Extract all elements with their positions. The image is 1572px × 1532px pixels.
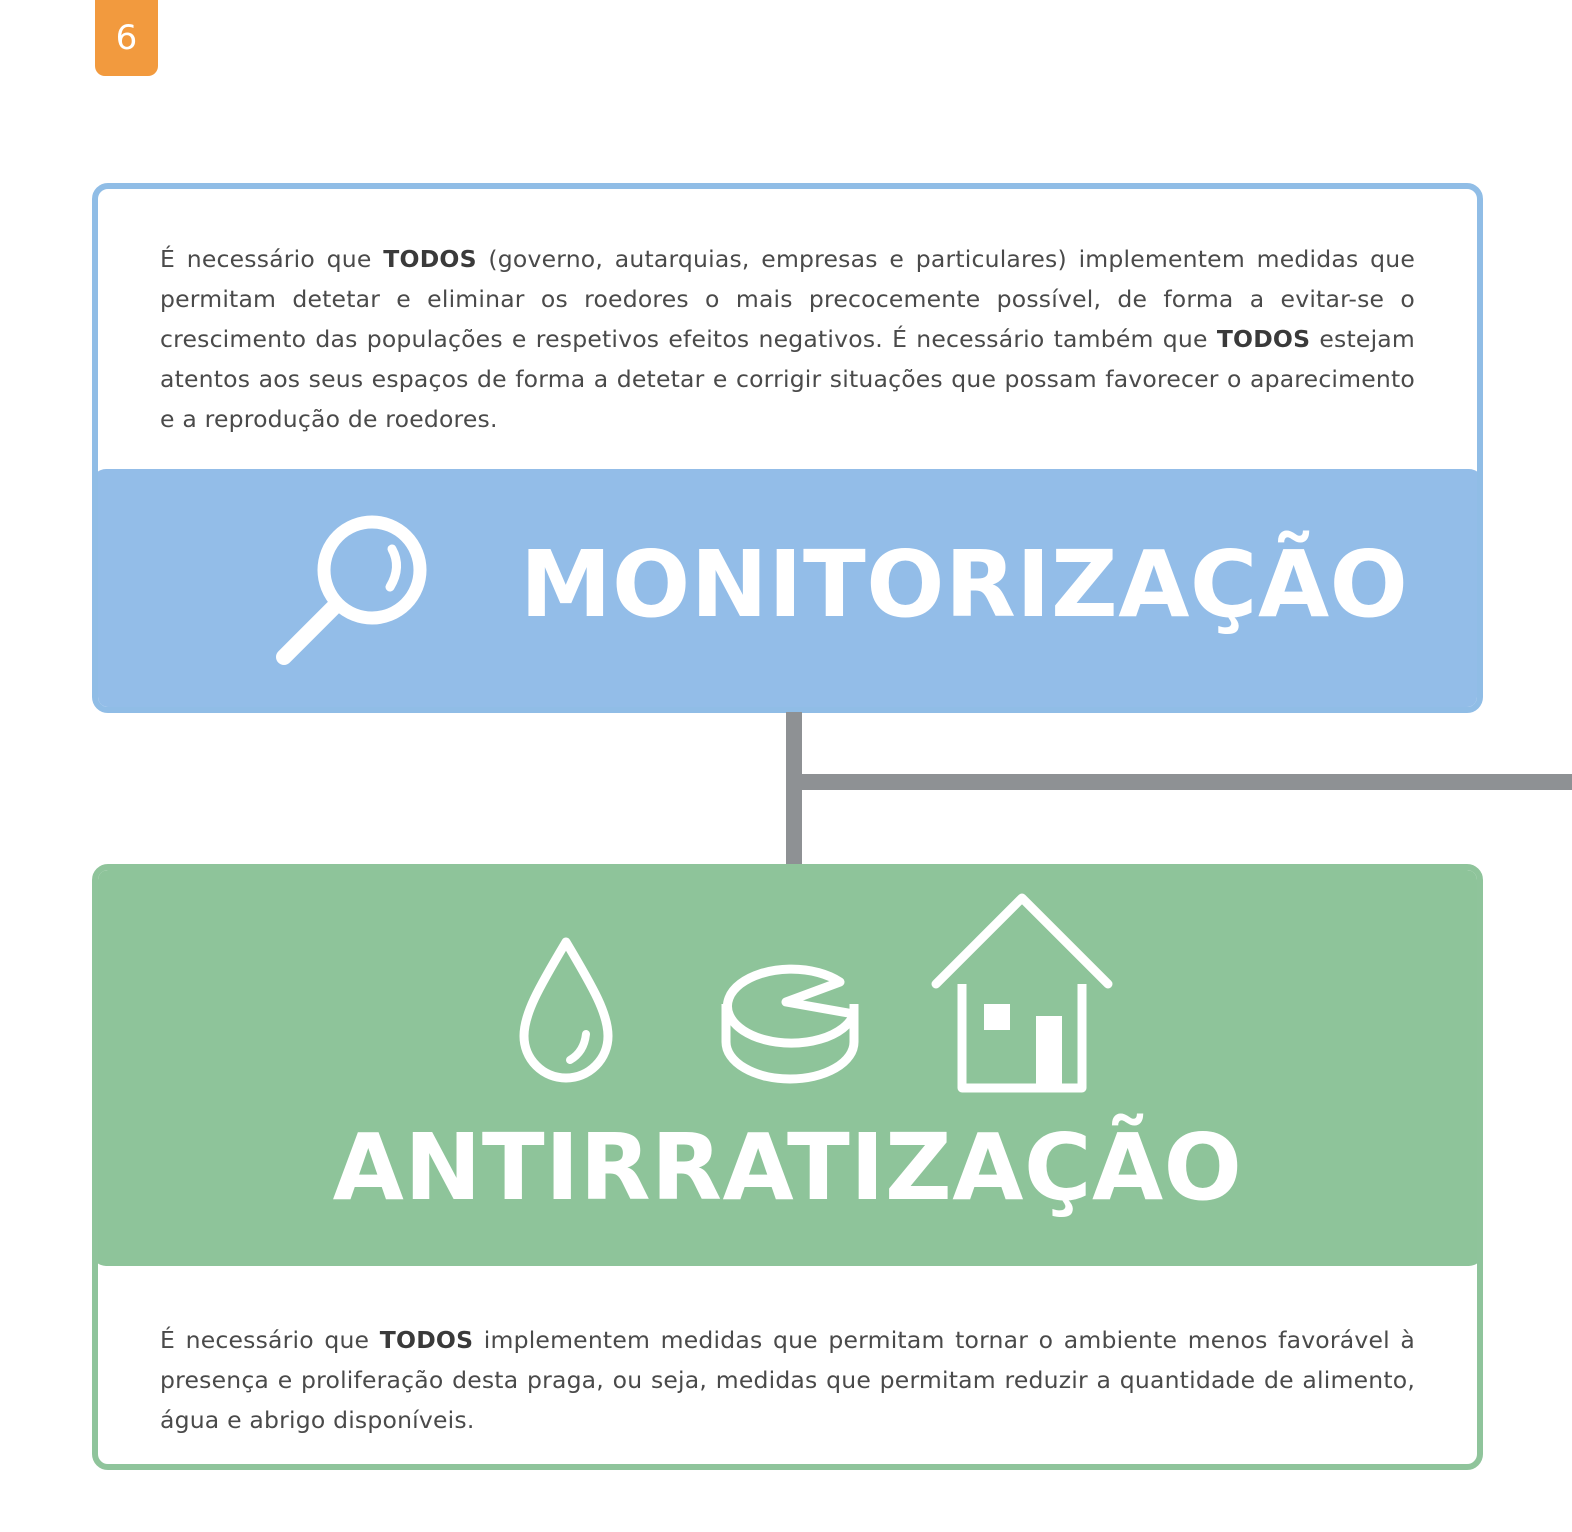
- antirratization-panel: [92, 864, 1483, 1470]
- monitorization-title: MONITORIZAÇÃO: [520, 531, 1409, 638]
- house-icon: [936, 898, 1108, 1088]
- water-drop-icon: [524, 942, 608, 1078]
- monitorization-text: É necessário que TODOS (governo, autarquias, empresas e particulares) implementem medidas que permitam detetar e eliminar os roedores o mais precocemente possível, de forma a evitar-se o crescimento das populações e respetivos efeitos negativos. É necessário também que TODOS estejam atentos aos seus espaços de forma a detetar e corrigir situações que possam favorecer o aparecimento e a reprodução de roedores.: [160, 245, 1415, 433]
- connector-vertical: [786, 712, 802, 864]
- monitorization-banner: [92, 469, 1483, 713]
- magnifier-icon: [272, 507, 442, 677]
- monitorization-panel: [92, 183, 1483, 713]
- antirratization-banner: [92, 864, 1483, 1266]
- emphasis-todos: TODOS: [379, 1326, 474, 1354]
- page-number-badge: [95, 0, 158, 76]
- antirratization-text: É necessário que TODOS implementem medidas que permitam tornar o ambiente menos favorável à presença e proliferação desta praga, ou seja, medidas que permitam reduzir a quantidade de alimento, água e abrigo disponíveis.: [160, 1326, 1415, 1434]
- antirratization-title: ANTIRRATIZAÇÃO: [332, 1114, 1243, 1221]
- emphasis-todos: TODOS: [1216, 325, 1311, 353]
- connector-horizontal: [802, 774, 1572, 790]
- page-number: 6: [115, 18, 138, 58]
- food-icon: [726, 969, 854, 1079]
- emphasis-todos: TODOS: [383, 245, 477, 273]
